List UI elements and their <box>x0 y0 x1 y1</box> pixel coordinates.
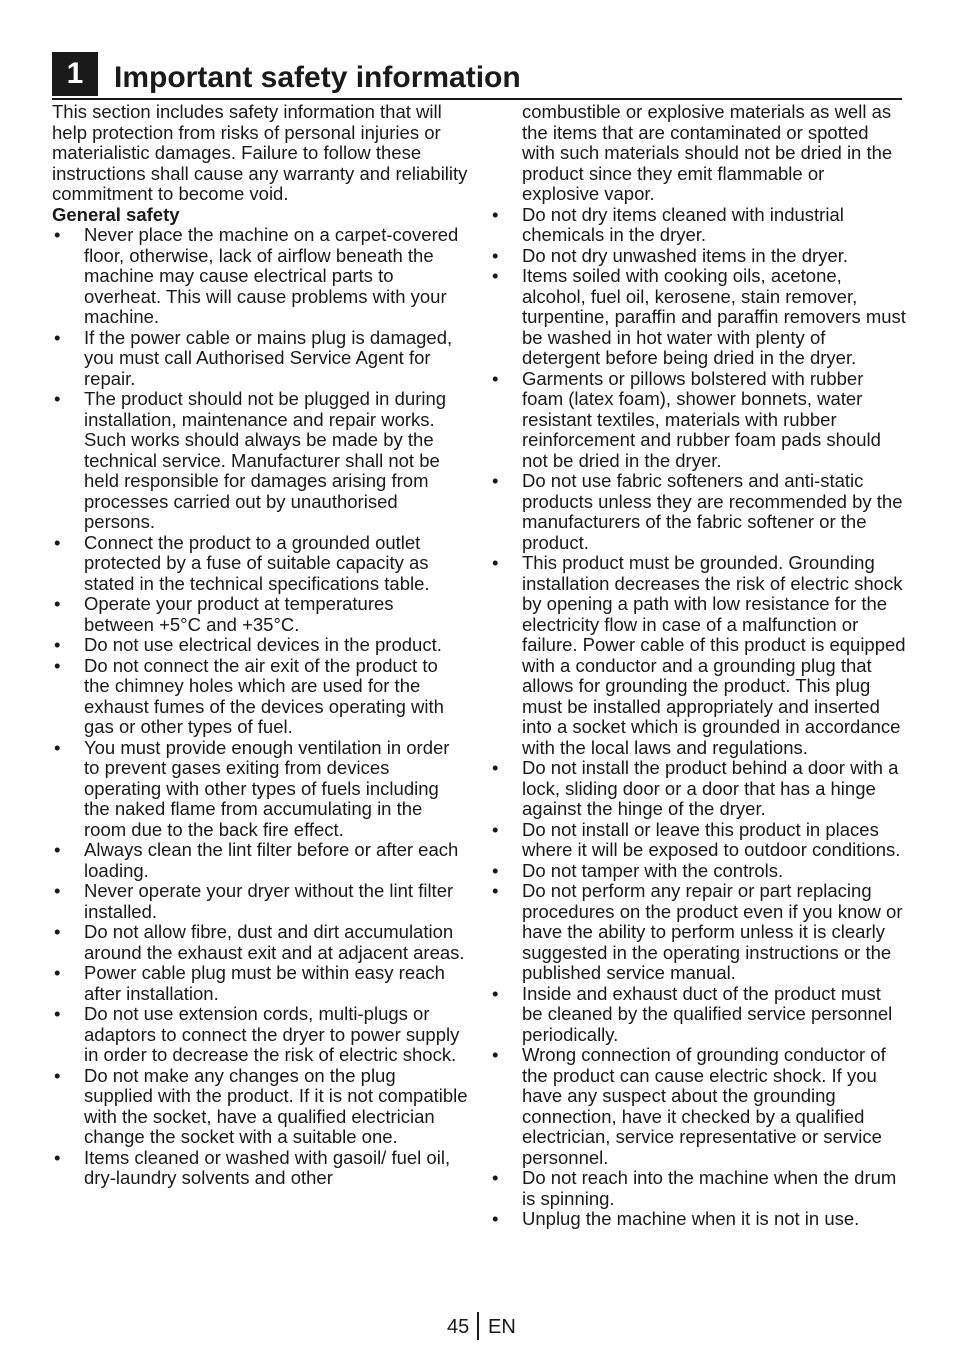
list-item: • Operate your product at temperatures between +5°C and +35°C. <box>52 594 468 635</box>
section-subheading: General safety <box>52 203 180 225</box>
list-item: • Do not use fabric softeners and anti-static products unless they are recommended by the manufacturers of the fabric softener or the product. <box>490 471 906 553</box>
list-item: • You must provide enough ventilation in order to prevent gases exiting from devices operating with other types of fuels including the naked flame from accumulating in the room due to the back fire effect. <box>52 738 468 841</box>
footer-divider <box>477 1312 479 1340</box>
list-item: • Items soiled with cooking oils, acetone, alcohol, fuel oil, kerosene, stain remover, turpentine, paraffin and paraffin removers must be washed in hot water with plenty of detergent before being dried in the dryer. <box>490 266 906 369</box>
list-item: • Unplug the machine when it is not in use. <box>490 1209 906 1230</box>
list-item: • Garments or pillows bolstered with rubber foam (latex foam), shower bonnets, water resistant textiles, materials with rubber reinforcement and rubber foam pads should not be dried in the dryer. <box>490 369 906 472</box>
list-item: • Power cable plug must be within easy reach after installation. <box>52 963 468 1004</box>
list-item: • Do not use electrical devices in the product. <box>52 635 468 656</box>
left-bullet-list <box>52 225 468 1189</box>
list-item: • Do not install the product behind a door with a lock, sliding door or a door that has a hinge against the hinge of the dryer. <box>490 758 906 820</box>
list-item: • Always clean the lint filter before or after each loading. <box>52 840 468 881</box>
list-item: • Do not install or leave this product in places where it will be exposed to outdoor conditions. <box>490 820 906 861</box>
list-item: • Inside and exhaust duct of the product must be cleaned by the qualified service personnel periodically. <box>490 984 906 1046</box>
list-item: • Wrong connection of grounding conductor of the product can cause electric shock. If you have any suspect about the grounding connection, have it checked by a qualified electrician, service representative or service personnel. <box>490 1045 906 1168</box>
list-item: • Do not allow fibre, dust and dirt accumulation around the exhaust exit and at adjacent areas. <box>52 922 468 963</box>
continued-item-text: combustible or explosive materials as well as the items that are contaminated or spotted with such materials should not be dried in the product since they emit flammable or explosive vapor. <box>522 101 893 204</box>
page-title: Important safety information <box>114 61 521 94</box>
section-number: 1 <box>52 52 98 96</box>
page-number: 45 <box>447 1316 470 1338</box>
page-footer <box>0 1312 954 1342</box>
section-header <box>52 52 902 100</box>
list-item: • Do not perform any repair or part replacing procedures on the product even if you know or have the ability to perform unless it is clearly suggested in the operating instructions or the published service manual. <box>490 881 906 984</box>
list-item: • Do not dry items cleaned with industrial chemicals in the dryer. <box>490 205 906 246</box>
list-item: • This product must be grounded. Grounding installation decreases the risk of electric shock by opening a path with low resistance for the electricity flow in case of a malfunction or failure. Power cable of this product is equipped with a conductor and a grounding plug that allows for grounding the product. This plug must be installed appropriately and inserted into a socket which is grounded in accordance with the local laws and regulations. <box>490 553 906 758</box>
list-item: • Do not dry unwashed items in the dryer. <box>490 246 906 267</box>
right-column <box>490 102 906 1230</box>
list-item: • Do not tamper with the controls. <box>490 861 906 882</box>
list-item: • Do not connect the air exit of the product to the chimney holes which are used for the exhaust fumes of the devices operating with gas or other types of fuel. <box>52 656 468 738</box>
language-code: EN <box>488 1316 516 1338</box>
list-item: • If the power cable or mains plug is damaged, you must call Authorised Service Agent for repair. <box>52 328 468 390</box>
list-item: • Do not reach into the machine when the drum is spinning. <box>490 1168 906 1209</box>
left-column <box>52 102 468 1189</box>
list-item: • Never place the machine on a carpet-covered floor, otherwise, lack of airflow beneath the machine may cause electrical parts to overheat. This will cause problems with your machine. <box>52 225 468 328</box>
right-bullet-list <box>490 205 906 1230</box>
list-item: • Do not make any changes on the plug supplied with the product. If it is not compatible with the socket, have a qualified electrician change the socket with a suitable one. <box>52 1066 468 1148</box>
list-item: • The product should not be plugged in during installation, maintenance and repair works. Such works should always be made by the technical service. Manufacturer shall not be held responsible for damages arising from processes carried out by unauthorised persons. <box>52 389 468 533</box>
intro-paragraph: This section includes safety information that will help protection from risks of personal injuries or materialistic damages. Failure to follow these instructions shall cause any warranty and reliability commitment to become void. <box>52 101 468 204</box>
list-item: • Do not use extension cords, multi-plugs or adaptors to connect the dryer to power supply in order to decrease the risk of electric shock. <box>52 1004 468 1066</box>
list-item: • Connect the product to a grounded outlet protected by a fuse of suitable capacity as stated in the technical specifications table. <box>52 533 468 595</box>
list-item: • Items cleaned or washed with gasoil/ fuel oil, dry-laundry solvents and other <box>52 1148 468 1189</box>
list-item: • Never operate your dryer without the lint filter installed. <box>52 881 468 922</box>
